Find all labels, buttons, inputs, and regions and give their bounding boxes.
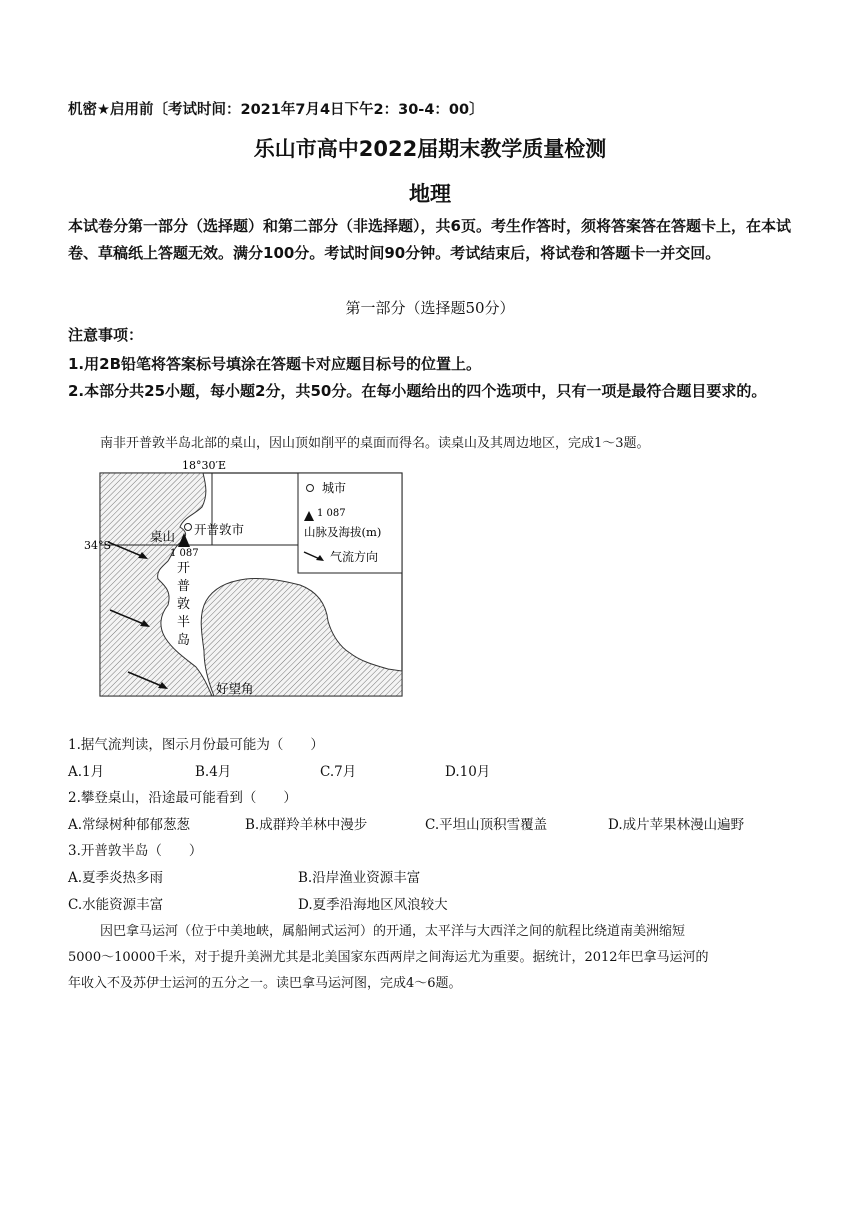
peninsula-char-2: 普 [177, 579, 191, 594]
legend-city-label: 城市 [322, 481, 347, 495]
q3-option-a: A.夏季炎热多雨 [68, 870, 164, 886]
legend-city-symbol [307, 485, 314, 492]
note-2: 2.本部分共25小题，每小题2分，共50分。在每小题给出的四个选项中，只有一项是最符合题目要求的。 [68, 382, 767, 400]
q2-option-d: D.成片苹果林漫山遍野 [608, 817, 745, 833]
city-label: 开普敦市 [194, 522, 245, 537]
table-mountain-map [84, 455, 418, 710]
q1-option-b: B.4月 [195, 764, 232, 780]
city-symbol [185, 524, 192, 531]
part1-heading: 第一部分（选择题50分） [345, 299, 515, 317]
q2-option-b: B.成群羚羊林中漫步 [245, 817, 368, 833]
passage-2-line-3: 年收入不及苏伊士运河的五分之一。读巴拿马运河图，完成4～6题。 [68, 976, 462, 991]
q1-option-d: D.10月 [445, 764, 491, 780]
q3-option-c: C.水能资源丰富 [68, 897, 164, 913]
note-1: 1.用2B铅笔将答案标号填涂在答题卡对应题目标号的位置上。 [68, 355, 482, 373]
q2-option-a: A.常绿树种郁郁葱葱 [68, 817, 191, 833]
q1-option-a: A.1月 [68, 764, 105, 780]
passage-1: 南非开普敦半岛北部的桌山，因山顶如削平的桌面而得名。读桌山及其周边地区，完成1～3题。 [100, 436, 650, 451]
legend-mountain-elev: 1 087 [317, 508, 346, 519]
longitude-label: 18°30′E [182, 459, 227, 472]
legend-mountain-label: 山脉及海拔(m) [304, 525, 382, 539]
exam-title: 乐山市高中2022届期末教学质量检测 [253, 137, 607, 161]
q3-option-b: B.沿岸渔业资源丰富 [298, 870, 421, 886]
exam-instructions: 本试卷分第一部分（选择题）和第二部分（非选择题），共6页。考生作答时，须将答案答在答题卡上，在本试卷、草稿纸上答题无效。满分100分。考试时间90分钟。考试结束后，将试卷和答题卡一并交回。 [68, 217, 791, 262]
q1-option-c: C.7月 [320, 764, 357, 780]
notes-heading: 注意事项： [68, 326, 144, 344]
subject-title: 地理 [409, 182, 451, 206]
mountain-elev: 1 087 [170, 548, 199, 559]
legend-airflow-label: 气流方向 [330, 550, 379, 564]
q2-option-c: C.平坦山顶积雪覆盖 [425, 817, 548, 833]
q3-option-d: D.夏季沿海地区风浪较大 [298, 897, 448, 913]
latitude-label: 34°S [84, 539, 112, 552]
question-2-stem: 2.攀登桌山，沿途最可能看到（ ） [68, 790, 297, 806]
peninsula-char-4: 半 [177, 615, 191, 630]
mountain-label: 桌山 [150, 529, 176, 544]
cape-label: 好望角 [216, 681, 254, 696]
passage-2-line-2: 5000～10000千米，对于提升美洲尤其是北美国家东西两岸之间海运尤为重要。据统计，2012年巴拿马运河的 [68, 950, 709, 965]
exam-header: 机密★启用前〔考试时间：2021年7月4日下午2：30-4：00〕 [68, 102, 484, 118]
question-3-stem: 3.开普敦半岛（ ） [68, 843, 203, 859]
peninsula-char-1: 开 [177, 561, 191, 576]
passage-2-line-1: 因巴拿马运河（位于中美地峡，属船闸式运河）的开通，太平洋与大西洋之间的航程比绕道南美洲缩短 [100, 924, 686, 939]
peninsula-char-5: 岛 [177, 633, 191, 648]
question-1-stem: 1.据气流判读，图示月份最可能为（ ） [68, 737, 324, 753]
peninsula-char-3: 敦 [177, 597, 191, 612]
